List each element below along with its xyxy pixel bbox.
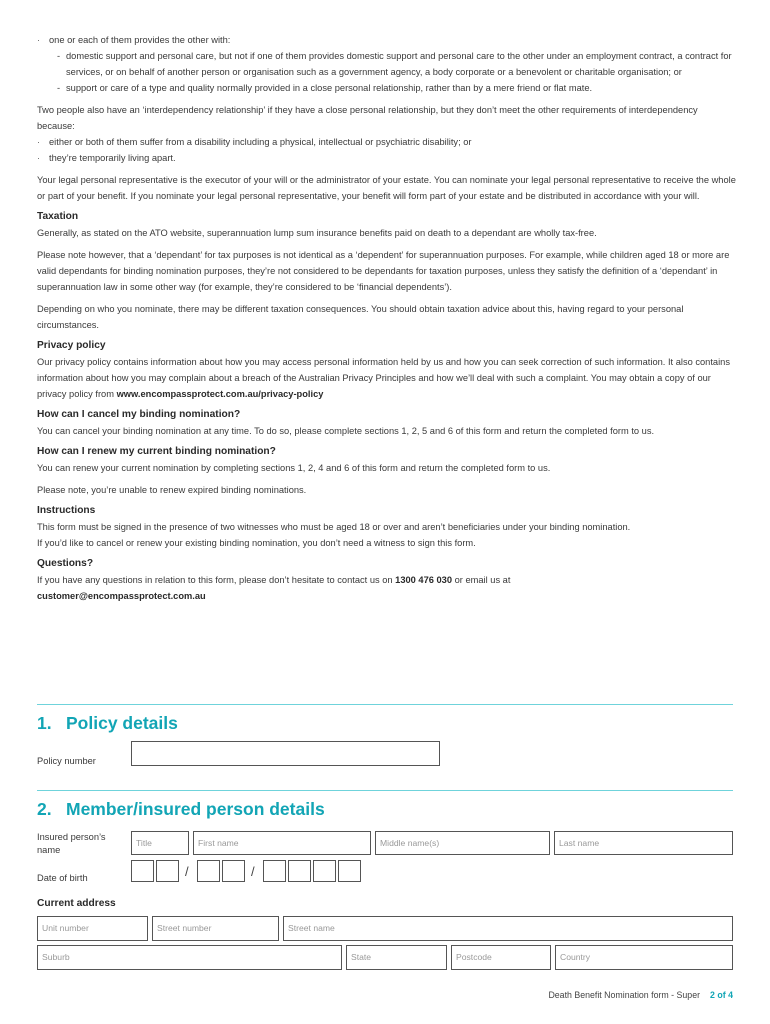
taxation-text: Depending on who you nominate, there may be different taxation consequences. You should obtain taxation advice about this, having regard to your personal circumstances. — [37, 304, 684, 330]
insured-name-label: Insured person’s name — [37, 832, 106, 855]
dob-month-digit[interactable] — [222, 860, 245, 882]
email-link[interactable]: customer@encompassprotect.com.au — [37, 591, 206, 601]
unit-number-input[interactable]: Unit number — [37, 916, 148, 941]
dob-day-digit[interactable] — [156, 860, 179, 882]
street-name-input[interactable]: Street name — [283, 916, 733, 941]
list-item: · they’re temporarily living apart. — [37, 150, 737, 166]
list-item: - support or care of a type and quality normally provided in a close personal relationship, rather than by a mere friend or flat mate. — [57, 80, 737, 96]
interdependency-lead: Two people also have an ‘interdependency relationship’ if they have a close personal relationship, but they don’t meet the other requirements of interdependency because: — [37, 105, 698, 131]
instructions-text: If you’d like to cancel or renew your existing binding nomination, you don’t need a witness to sign this form. — [37, 538, 476, 548]
policy-number-input[interactable] — [131, 741, 440, 766]
form-name: Death Benefit Nomination form - Super — [548, 990, 701, 1000]
questions-heading: Questions? — [37, 558, 94, 569]
last-name-input[interactable]: Last name — [554, 831, 733, 855]
questions-text: If you have any questions in relation to this form, please don’t hesitate to contact us on 1300 476 030 or email us at customer@encompassprotect.com.au — [37, 575, 511, 601]
list-item: · either or both of them suffer from a disability including a physical, intellectual or psychiatric disability; or — [37, 134, 737, 150]
renew-text: You can renew your current nomination by completing sections 1, 2, 4 and 6 of this form and return the completed form to us. — [37, 463, 551, 473]
list-item: - domestic support and personal care, but not if one of them provides domestic support and personal care to the other under an employment contract, a contract for services, or on behalf of another person or organisation such as a government agency, a body corporate or a benevolent or charitable organisation; or — [57, 48, 737, 80]
page-number: 2 of 4 — [710, 990, 733, 1000]
member-details-section — [37, 790, 733, 819]
date-separator: / — [185, 864, 189, 879]
state-input[interactable]: State — [346, 945, 447, 970]
interdependency-list — [37, 134, 737, 166]
cancel-heading: How can I cancel my binding nomination? — [37, 409, 241, 420]
instructions-heading: Instructions — [37, 505, 96, 516]
policy-number-label: Policy number — [37, 756, 96, 766]
street-number-input[interactable]: Street number — [152, 916, 279, 941]
date-separator: / — [251, 864, 255, 879]
address-heading: Current address — [37, 898, 116, 909]
dob-year-digit[interactable] — [313, 860, 336, 882]
phone-number[interactable]: 1300 476 030 — [395, 575, 453, 585]
taxation-text: Please note however, that a ‘dependant’ for tax purposes is not identical as a ‘dependent’ for superannuation purposes. For example, while children aged 18 or more are valid dependants for binding nomination purposes, they’re not considered to be dependants for taxation purposes, unless they satisfy the definition of a ‘dependant’ in superannuation law in some other way (for example, they’re considered to be ‘financial dependents’). — [37, 250, 730, 292]
section-title: 2. Member/insured person details — [37, 799, 325, 819]
legal-representative-text: Your legal personal representative is the executor of your will or the administrator of your estate. You can nominate your legal personal representative to receive the whole or part of your benefit. If you nominate your legal personal representative, your benefit will form part of your estate and be distributed in accordance with your will. — [37, 175, 736, 201]
relationship-list — [37, 32, 737, 96]
privacy-heading: Privacy policy — [37, 340, 106, 351]
cancel-text: You can cancel your binding nomination at any time. To do so, please complete sections 1, 2, 5 and 6 of this form and return the completed form to us. — [37, 426, 655, 436]
middle-name-input[interactable]: Middle name(s) — [375, 831, 550, 855]
dob-year-digit[interactable] — [288, 860, 311, 882]
privacy-policy-link[interactable]: www.encompassprotect.com.au/privacy-policy — [116, 389, 324, 399]
dob-month-digit[interactable] — [197, 860, 220, 882]
section-title: 1. Policy details — [37, 713, 178, 733]
postcode-input[interactable]: Postcode — [451, 945, 551, 970]
body-text — [37, 32, 737, 604]
dob-label: Date of birth — [37, 873, 88, 883]
suburb-input[interactable]: Suburb — [37, 945, 342, 970]
country-input[interactable]: Country — [555, 945, 733, 970]
dob-day-digit[interactable] — [131, 860, 154, 882]
page-footer — [548, 990, 733, 1000]
taxation-text: Generally, as stated on the ATO website, superannuation lump sum insurance benefits paid on death to a dependant are wholly tax-free. — [37, 228, 597, 238]
title-input[interactable]: Title — [131, 831, 189, 855]
taxation-heading: Taxation — [37, 211, 79, 222]
instructions-text: This form must be signed in the presence of two witnesses who must be aged 18 or over and aren’t beneficiaries under your binding nomination. — [37, 522, 631, 532]
renew-text: Please note, you’re unable to renew expired binding nominations. — [37, 485, 307, 495]
dob-year-digit[interactable] — [263, 860, 286, 882]
renew-heading: How can I renew my current binding nomination? — [37, 446, 276, 457]
policy-details-section — [37, 704, 733, 733]
list-item: · one or each of them provides the other with: - domestic support and personal care, but not if one of them provides domestic support and personal care to the other under an employment contract, a contract for services, or on behalf of another person or organisation such as a government agency, a body corporate or a benevolent or charitable organisation; or - support or care of a type and quality normally provided in a close personal relationship, rather than by a mere friend or flat mate. — [37, 32, 737, 96]
dob-year-digit[interactable] — [338, 860, 361, 882]
first-name-input[interactable]: First name — [193, 831, 371, 855]
privacy-text: Our privacy policy contains information about how you may access personal information held by us and how you can seek correction of such information. It also contains information about how you may complain about a breach of the Australian Privacy Principles and how we’ll deal with such a complaint. You may obtain a copy of our privacy policy from www.encompassprotect.com.au/privacy-policy — [37, 357, 730, 399]
